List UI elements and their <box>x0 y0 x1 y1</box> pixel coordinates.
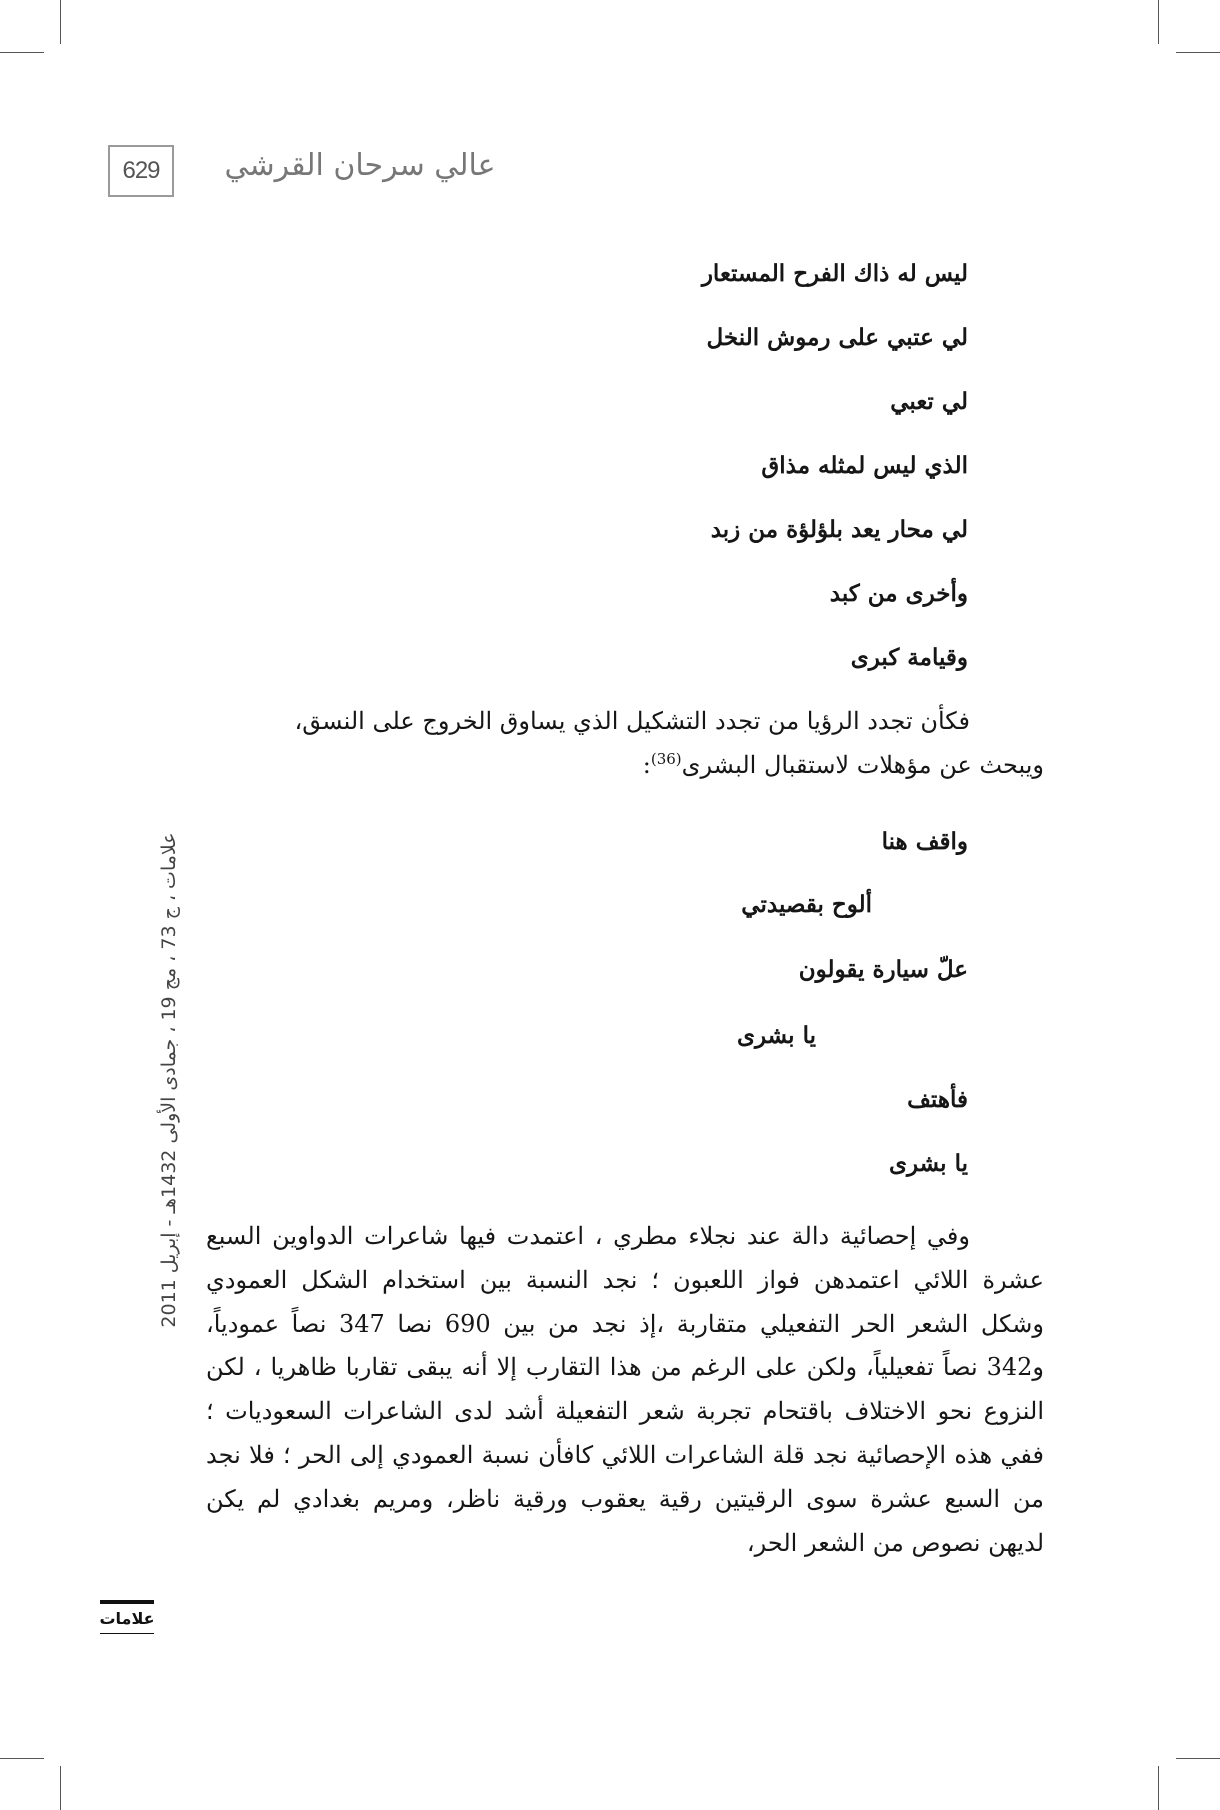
crop-mark <box>60 0 61 44</box>
journal-logo: علامات <box>100 1600 154 1634</box>
footnote-ref: (36) <box>650 749 682 768</box>
verse-line: وقيامة كبرى <box>850 644 968 671</box>
journal-info-vertical: علامات ، ج 73 ، مج 19 ، جمادى الأولى 1432هـ - إبريل 2011 <box>158 832 180 1328</box>
crop-mark <box>1158 1766 1159 1810</box>
verse-line: علّ سيارة يقولون <box>798 956 968 983</box>
verse-line: الذي ليس لمثله مذاق <box>761 452 968 479</box>
verse-line: لي تعبي <box>890 388 968 415</box>
verse-line: وأخرى من كبد <box>829 580 968 607</box>
paragraph-line: فكأن تجدد الرؤيا من تجدد التشكيل الذي يساوق الخروج على النسق، <box>294 707 970 735</box>
verse-line: يا بشرى <box>888 1150 968 1177</box>
verse-line: ليس له ذاك الفرح المستعار <box>701 260 968 287</box>
crop-mark <box>0 1758 44 1759</box>
crop-mark <box>60 1766 61 1810</box>
verse-line: ألوح بقصيدتي <box>741 891 872 918</box>
poem-excerpt-1 <box>702 242 968 690</box>
paragraph-statistics: وفي إحصائية دالة عند نجلاء مطري ، اعتمدت فيها شاعرات الدواوين السبع عشرة اللائي اعتمدهن فواز اللعبون ؛ نجد النسبة بين استخدام الشكل العمودي وشكل الشعر الحر التفعيلي متقاربة ،إذ نجد من بين 690 نصا 347 نصاً عمودياً، و342 نصاً تفعيلياً، ولكن على الرغم من هذا التقارب إلا أنه يبقى تقاربا ظاهريا ، لكن النزوع نحو الاختلاف باقتحام تجربة شعر التفعيلة أشد لدى الشاعرات السعوديات ؛ ففي هذه الإحصائية نجد قلة الشاعرات اللائي كافأن نسبة العمودي إلى الحر ؛ فلا نجد من السبع عشرة سوى الرقيتين رقية يعقوب ورقية ناظر، ومريم بغدادي لم يكن لديهن نصوص من الشعر الحر، <box>206 1222 1044 1557</box>
verse-line: فأهتف <box>907 1086 968 1113</box>
crop-mark <box>1176 1758 1220 1759</box>
crop-mark <box>1158 0 1159 44</box>
paragraph-line: ويبحث عن مؤهلات لاستقبال البشرى$^{(36)}$: <box>642 749 1044 779</box>
paragraph-intro <box>206 700 1044 788</box>
running-header-author: عالي سرحان القرشي <box>224 148 496 183</box>
verse-line: واقف هنا <box>881 828 968 855</box>
verse-line: يا بشرى <box>736 1022 816 1049</box>
verse-line: لي عتبي على رموش النخل <box>706 324 968 351</box>
page-number: 629 <box>108 145 174 197</box>
crop-mark <box>0 52 44 53</box>
verse-line: لي محار يعد بلؤلؤة من زبد <box>710 516 968 543</box>
crop-mark <box>1176 52 1220 53</box>
